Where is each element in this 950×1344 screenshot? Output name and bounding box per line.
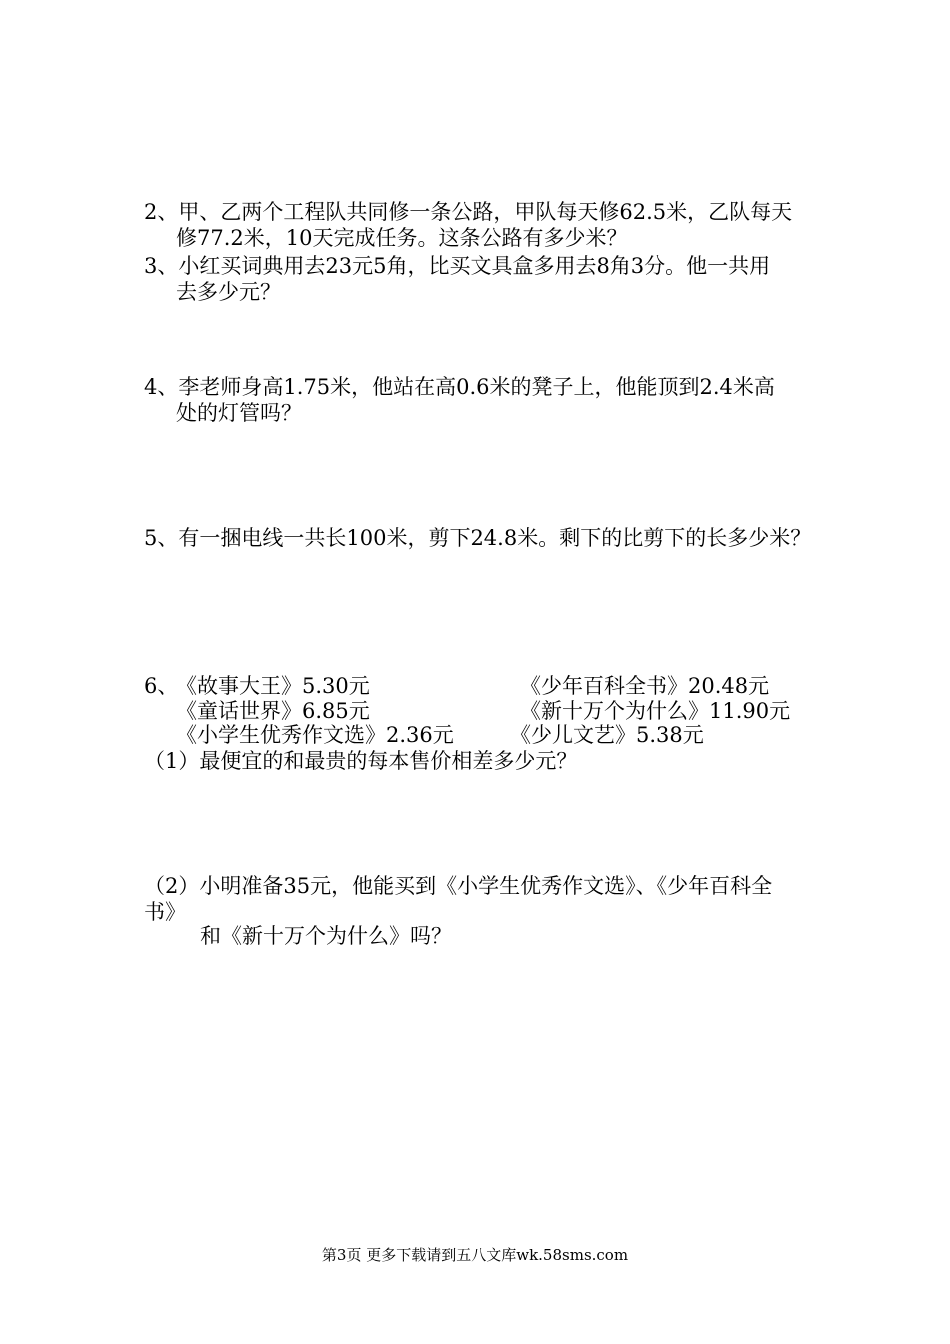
- question-2-line-2: 修77.2米，10天完成任务。这条公路有多少米？: [176, 226, 628, 250]
- question-5-line-1: 5、有一捆电线一共长100米，剪下24.8米。剩下的比剪下的长多少米？: [144, 526, 812, 550]
- question-2-line-1: 2、甲、乙两个工程队共同修一条公路，甲队每天修62.5米，乙队每天: [144, 200, 793, 224]
- book-price-item: 《童话世界》6.85元: [176, 699, 370, 723]
- book-price-item: 《少儿文艺》5.38元: [510, 723, 704, 747]
- question-6-sub-2-line-2: 书》: [144, 900, 186, 924]
- question-6-prefix: 6、: [144, 674, 179, 698]
- question-6-sub-2-line-3: 和《新十万个为什么》吗？: [200, 924, 452, 948]
- question-6-sub-2-line-1: （2）小明准备35元，他能买到《小学生优秀作文选》、《少年百科全: [144, 874, 773, 898]
- question-4-line-2: 处的灯管吗？: [176, 401, 302, 425]
- book-price-item: 《新十万个为什么》11.90元: [520, 699, 791, 723]
- book-price-item: 《故事大王》5.30元: [176, 674, 370, 698]
- question-4-line-1: 4、李老师身高1.75米，他站在高0.6米的凳子上，他能顶到2.4米高: [144, 375, 775, 399]
- question-6-sub-1: （1）最便宜的和最贵的每本售价相差多少元？: [144, 749, 578, 773]
- book-price-item: 《少年百科全书》20.48元: [520, 674, 770, 698]
- page-footer: 第3页 更多下载请到五八文库wk.58sms.com: [321, 1246, 629, 1264]
- book-price-item: 《小学生优秀作文选》2.36元: [176, 723, 454, 747]
- question-3-line-1: 3、小红买词典用去23元5角，比买文具盒多用去8角3分。他一共用: [144, 254, 771, 278]
- question-3-line-2: 去多少元？: [176, 280, 281, 304]
